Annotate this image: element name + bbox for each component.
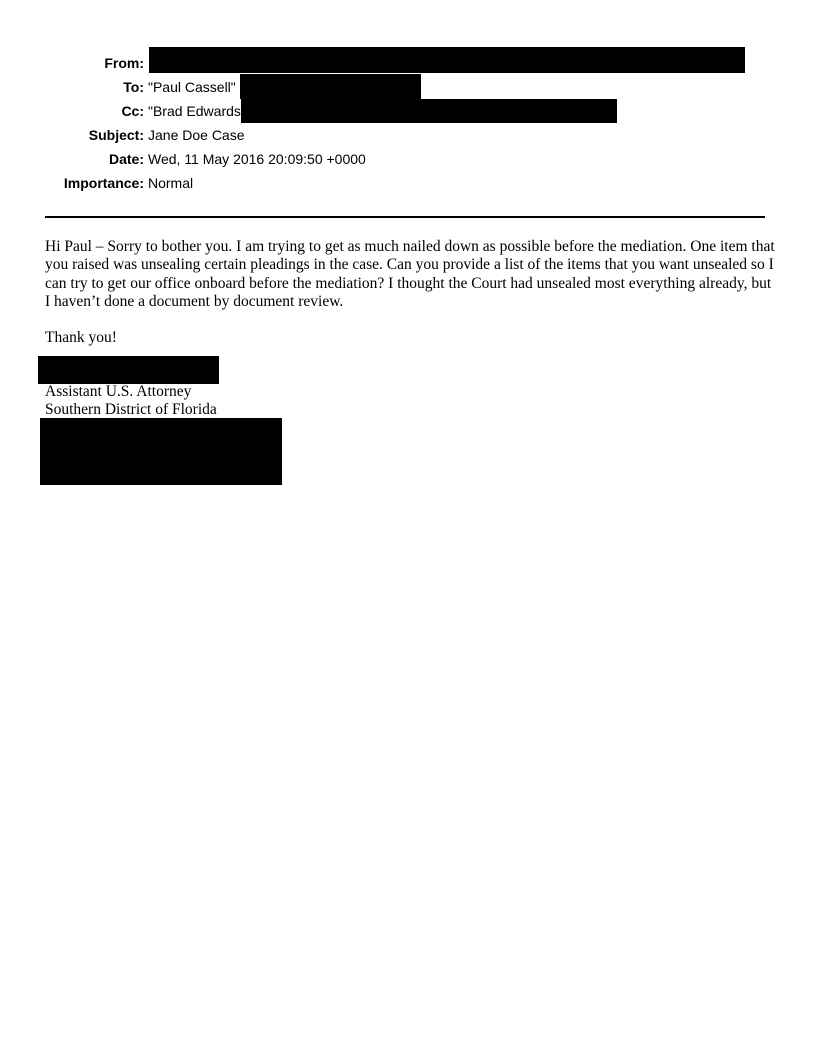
signature-title: Assistant U.S. Attorney — [45, 383, 192, 400]
importance-value: Normal — [148, 175, 194, 191]
to-label: To: — [123, 79, 144, 95]
cc-value: "Brad Edwards — [148, 103, 241, 119]
redaction-signature-contact — [40, 418, 282, 485]
redaction-signature-name — [38, 356, 219, 384]
subject-row — [0, 123, 816, 147]
date-row — [0, 147, 816, 171]
subject-label: Subject: — [88, 127, 144, 143]
date-label: Date: — [108, 151, 144, 167]
from-label: From: — [104, 55, 144, 71]
importance-label: Importance: — [63, 175, 144, 191]
email-closing: Thank you! — [45, 329, 117, 346]
redaction-from — [149, 47, 745, 73]
header-divider — [45, 216, 765, 218]
redaction-cc — [241, 99, 617, 123]
redaction-to — [240, 74, 421, 99]
subject-value: Jane Doe Case — [148, 127, 245, 143]
signature-office: Southern District of Florida — [45, 401, 217, 418]
date-value: Wed, 11 May 2016 20:09:50 +0000 — [148, 151, 366, 167]
to-value: "Paul Cassell" — [148, 79, 236, 95]
importance-row — [0, 171, 816, 195]
email-body-paragraph: Hi Paul – Sorry to bother you. I am trying to get as much nailed down as possible before the mediation. One item that you raised was unsealing certain pleadings in the case. Can you provide a list of the items that you want unsealed so I can try to get our office onboard before the mediation? I thought the Court had unsealed most everything already, but I haven’t done a document by document review. — [45, 238, 775, 310]
cc-label: Cc: — [121, 103, 144, 119]
